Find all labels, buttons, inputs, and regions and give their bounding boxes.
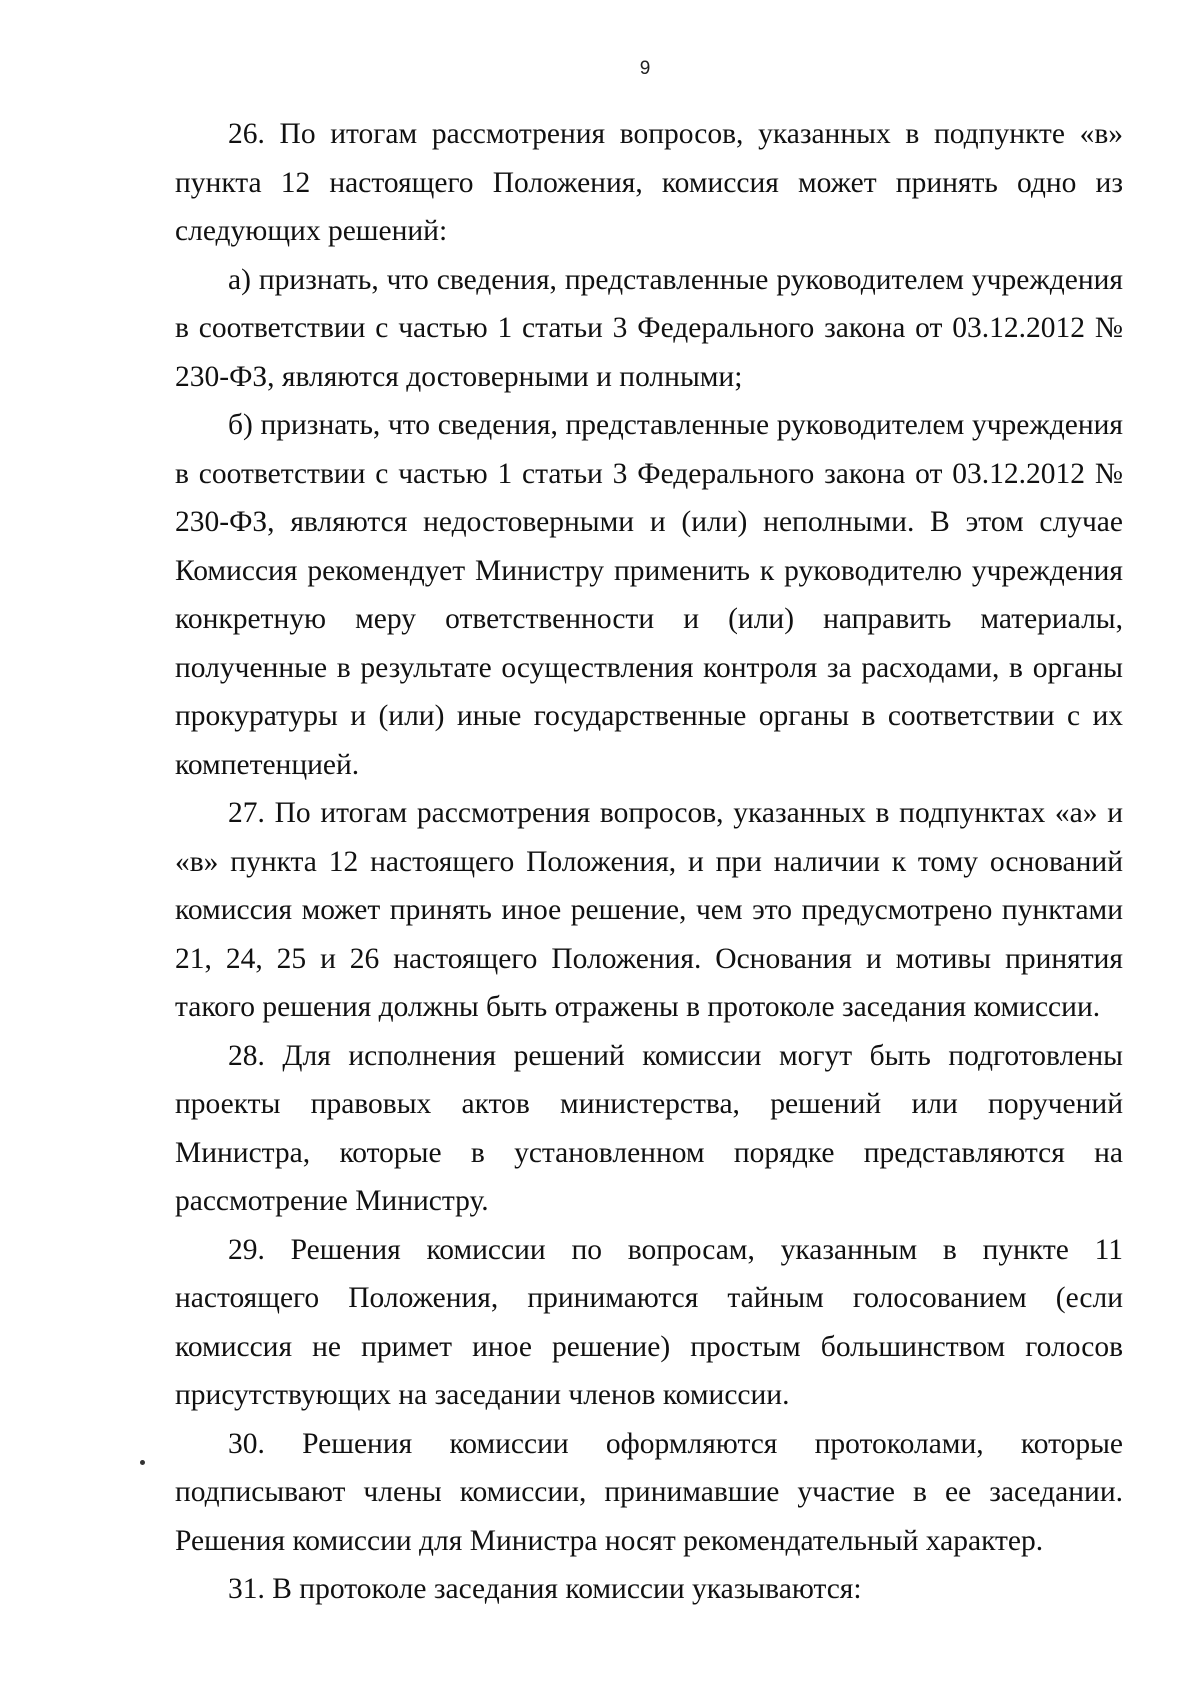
paragraph-26: 26. По итогам рассмотрения вопросов, указанных в подпункте «в» пункта 12 настоящего Положения, комиссия может принять одно из следующих решений: xyxy=(175,118,1123,247)
stray-scan-mark xyxy=(140,1460,145,1465)
paragraph-29: 29. Решения комиссии по вопросам, указанным в пункте 11 настоящего Положения, принимаются тайным голосованием (если комиссия не примет иное решение) простым большинством голосов присутствующих на заседании членов комиссии. xyxy=(175,1233,1123,1411)
paragraph-28: 28. Для исполнения решений комиссии могут быть подготовлены проекты правовых актов министерства, решений или поручений Министра, которые в установленном порядке представляются на рассмотрение Министру. xyxy=(175,1039,1123,1217)
document-body xyxy=(175,110,1123,1614)
paragraph-30: 30. Решения комиссии оформляются протоколами, которые подписывают члены комиссии, принимавшие участие в ее заседании. Решения комиссии для Министра носят рекомендательный характер. xyxy=(175,1427,1123,1557)
paragraph-26-a: а) признать, что сведения, представленные руководителем учреждения в соответствии с частью 1 статьи 3 Федерального закона от 03.12.2012 № 230-ФЗ, являются достоверными и полными; xyxy=(175,263,1123,393)
paragraph-26-b: б) признать, что сведения, представленные руководителем учреждения в соответствии с частью 1 статьи 3 Федерального закона от 03.12.2012 № 230-ФЗ, являются недостоверными и (или) неполными. В этом случае Комиссия рекомендует Министру применить к руководителю учреждения конкретную меру ответственности и (или) направить материалы, полученные в результате осуществления контроля за расходами, в органы прокуратуры и (или) иные государственные органы в соответствии с их компетенцией. xyxy=(175,409,1123,781)
paragraph-27: 27. По итогам рассмотрения вопросов, указанных в подпунктах «а» и «в» пункта 12 настоящего Положения, и при наличии к тому оснований комиссия может принять иное решение, чем это предусмотрено пунктами 21, 24, 25 и 26 настоящего Положения. Основания и мотивы принятия такого решения должны быть отражены в протоколе заседания комиссии. xyxy=(175,797,1123,1023)
paragraph-31: 31. В протоколе заседания комиссии указываются: xyxy=(228,1573,862,1605)
page-number: 9 xyxy=(639,58,651,79)
